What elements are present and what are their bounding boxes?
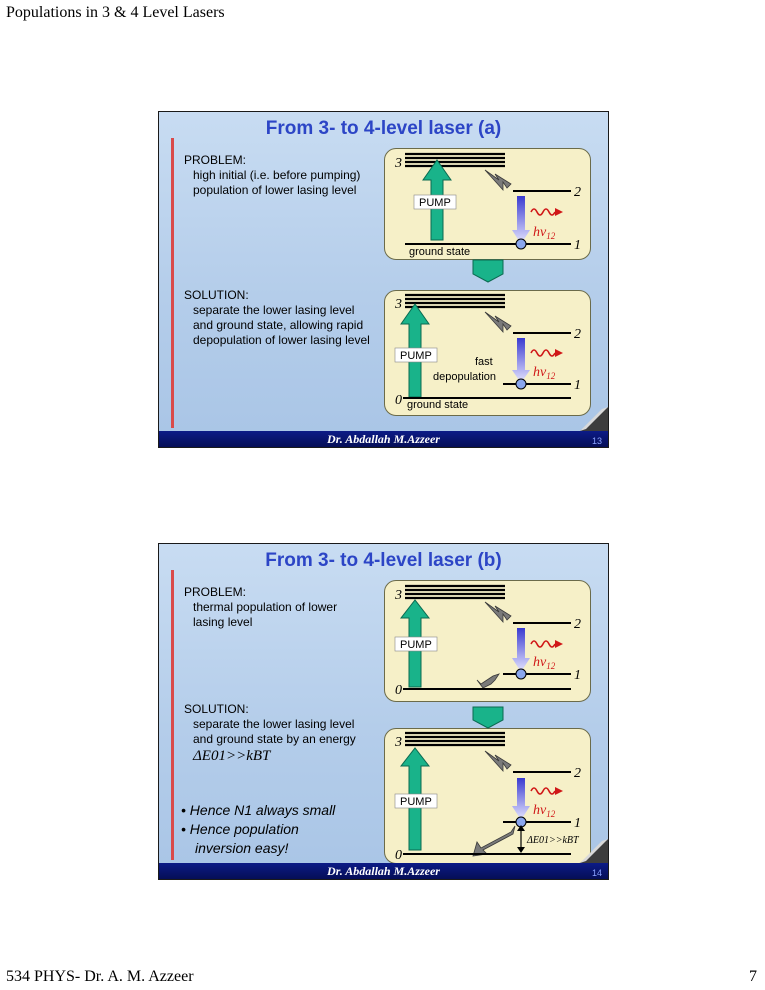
solution-line: separate the lower lasing level — [193, 303, 355, 317]
photon-wave-icon — [531, 209, 555, 215]
bullet-line: inversion easy! — [195, 840, 289, 856]
slide-14 — [158, 543, 609, 880]
thermal-population-diagram — [394, 586, 581, 698]
solution-line: separate the lower lasing level — [193, 717, 355, 731]
photon-energy-label: $h\nu_{12}$ — [533, 655, 556, 671]
level-0-label: 0 — [395, 393, 402, 408]
ground-state-label: ground state — [409, 246, 471, 258]
page-curl-icon — [580, 839, 608, 863]
solution-line: and ground state by an energy — [193, 732, 356, 746]
problem-heading: PROBLEM: — [184, 153, 247, 167]
pump-label: PUMP — [400, 796, 432, 808]
depopulation-label: depopulation — [433, 371, 497, 383]
problem-heading: PROBLEM: — [184, 585, 247, 599]
pump-label: PUMP — [419, 197, 451, 209]
relaxation-arrow — [485, 170, 511, 190]
energy-condition: ΔE01>>kBT — [193, 748, 271, 764]
electron-dot — [516, 669, 526, 679]
slide-13 — [158, 111, 609, 448]
solution-heading: SOLUTION: — [184, 288, 249, 302]
level-3-label: 3 — [395, 156, 402, 171]
level-3-band — [405, 733, 505, 745]
photon-wave-icon — [531, 350, 555, 356]
photon-wave-icon — [531, 641, 555, 647]
relaxation-arrow — [485, 602, 511, 622]
problem-line: high initial (i.e. before pumping) — [193, 168, 361, 182]
photon-energy-label: $h\nu_{12}$ — [533, 225, 556, 241]
electron-dot — [516, 239, 526, 249]
level-0-label: 0 — [395, 848, 402, 863]
energy-level-diagrams — [159, 544, 609, 880]
transition-down-arrow — [473, 707, 503, 728]
level-1-label: 1 — [574, 668, 581, 683]
lasing-transition-arrow — [512, 196, 530, 244]
slide-footer-author: Dr. Abdallah M.Azzeer — [327, 432, 440, 446]
level-3-band — [405, 586, 505, 598]
lasing-transition-arrow — [512, 778, 530, 820]
slide-footer-bar — [159, 431, 608, 447]
bullet-line: • Hence N1 always small — [181, 802, 336, 818]
solution-heading: SOLUTION: — [184, 702, 249, 716]
level-3-label: 3 — [395, 297, 402, 312]
pump-label: PUMP — [400, 639, 432, 651]
four-level-diagram — [394, 295, 581, 411]
page-number: 7 — [749, 968, 757, 985]
level-1-label: 1 — [574, 816, 581, 831]
level-1-label: 1 — [574, 378, 581, 393]
bullet-line: • Hence population — [181, 821, 299, 837]
pump-label: PUMP — [400, 350, 432, 362]
page-curl-icon — [580, 407, 608, 431]
photon-energy-label: $h\nu_{12}$ — [533, 365, 556, 381]
energy-gap-label: ΔE01>>kBT — [527, 835, 579, 846]
slide-number: 13 — [591, 436, 602, 446]
solution-line: and ground state, allowing rapid — [193, 318, 364, 332]
level-2-label: 2 — [574, 766, 581, 781]
level-2-label: 2 — [574, 327, 581, 342]
page-footer-course: 534 PHYS- Dr. A. M. Azzeer — [6, 968, 194, 985]
level-3-label: 3 — [395, 588, 402, 603]
slide-number: 14 — [591, 868, 602, 878]
level-1-label: 1 — [574, 238, 581, 253]
three-level-diagram — [394, 154, 581, 258]
problem-line: lasing level — [193, 615, 253, 629]
level-2-label: 2 — [574, 185, 581, 200]
level-3-band — [405, 295, 505, 307]
electron-dot — [516, 379, 526, 389]
fast-label: fast — [475, 356, 493, 368]
page-header: Populations in 3 & 4 Level Lasers — [6, 4, 225, 21]
photon-wave-icon — [531, 788, 555, 794]
problem-line: thermal population of lower — [193, 600, 338, 614]
ground-state-label: ground state — [407, 399, 469, 411]
slide-title: From 3- to 4-level laser (b) — [265, 550, 502, 571]
level-3-band — [405, 154, 505, 166]
decay-arrow — [473, 826, 515, 856]
photon-energy-label: $h\nu_{12}$ — [533, 803, 556, 819]
level-3-label: 3 — [395, 735, 402, 750]
transition-down-arrow — [473, 260, 503, 282]
slide-title: From 3- to 4-level laser (a) — [265, 118, 502, 139]
thermal-arrow — [477, 674, 499, 688]
problem-line: population of lower lasing level — [193, 183, 357, 197]
relaxation-arrow — [485, 751, 511, 771]
lasing-transition-arrow — [512, 628, 530, 672]
slide-footer-bar — [159, 863, 608, 879]
solution-line: depopulation of lower lasing level — [193, 333, 370, 347]
slide-footer-author: Dr. Abdallah M.Azzeer — [327, 864, 440, 878]
lasing-transition-arrow — [512, 338, 530, 383]
relaxation-arrow — [485, 312, 511, 332]
level-0-label: 0 — [395, 683, 402, 698]
separated-levels-diagram — [394, 733, 581, 863]
level-2-label: 2 — [574, 617, 581, 632]
energy-level-diagrams — [159, 112, 609, 448]
